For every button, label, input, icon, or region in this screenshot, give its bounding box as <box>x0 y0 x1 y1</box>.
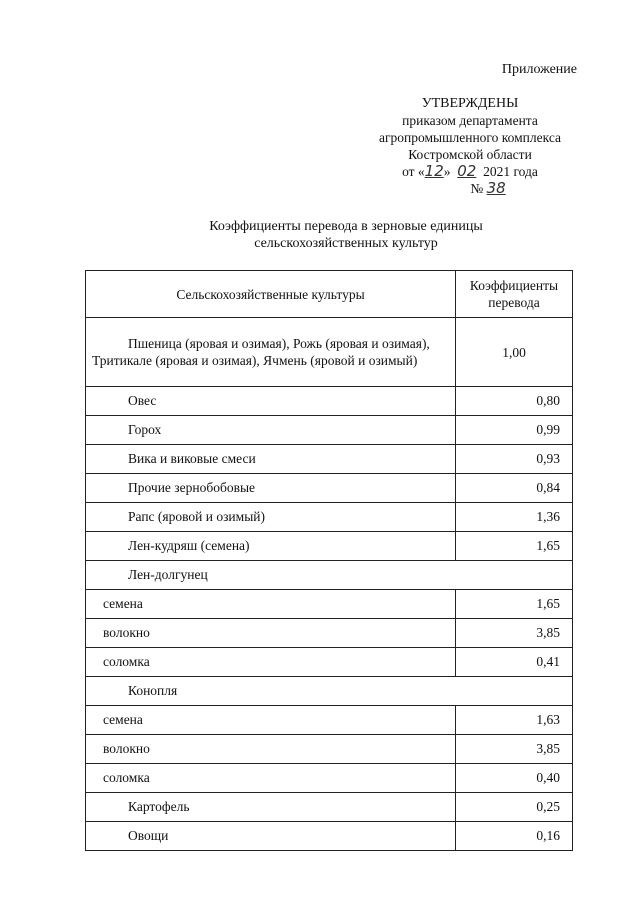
approval-block <box>300 95 640 197</box>
crop-name: Прочие зернобобовые <box>86 474 456 503</box>
table-row <box>86 416 573 445</box>
crop-name: Горох <box>86 416 456 445</box>
crop-name: Вика и виковые смеси <box>86 445 456 474</box>
document-title <box>0 218 640 252</box>
table-row <box>86 590 573 619</box>
title-line-1: Коэффициенты перевода в зерновые единицы <box>209 219 483 234</box>
crop-name: Лен-кудряш (семена) <box>86 532 456 561</box>
coef-value: 1,63 <box>456 706 573 735</box>
date-day: 12 <box>424 162 444 180</box>
crop-name: Картофель <box>86 793 456 822</box>
table-row <box>86 648 573 677</box>
coef-value: 1,65 <box>456 532 573 561</box>
table-group-row <box>86 561 573 590</box>
table-row <box>86 764 573 793</box>
table-row <box>86 706 573 735</box>
crop-name: Овес <box>86 387 456 416</box>
table-row <box>86 474 573 503</box>
table-row <box>86 735 573 764</box>
coef-value: 0,41 <box>456 648 573 677</box>
number-value: 38 <box>486 179 506 197</box>
header-crops: Сельскохозяйственные культуры <box>86 271 456 318</box>
date-year: 2021 года <box>483 164 538 179</box>
coef-value: 0,93 <box>456 445 573 474</box>
coef-value: 3,85 <box>456 735 573 764</box>
number-prefix: № <box>470 181 484 196</box>
date-month: 02 <box>457 162 477 180</box>
coef-value: 3,85 <box>456 619 573 648</box>
header-coef-line-1: Коэффициенты <box>469 278 559 293</box>
table-row <box>86 445 573 474</box>
crop-name: соломка <box>86 764 456 793</box>
table-group-row <box>86 677 573 706</box>
table-row <box>86 387 573 416</box>
table-row <box>86 822 573 851</box>
crop-name: Рапс (яровой и озимый) <box>86 503 456 532</box>
appendix-label: Приложение <box>501 62 577 77</box>
table-row <box>86 619 573 648</box>
coef-value: 1,65 <box>456 590 573 619</box>
header-coef-line-2: перевода <box>488 295 540 310</box>
order-line-3: Костромской области <box>408 147 532 162</box>
crop-name: Пшеница (яровая и озимая), Рожь (яровая и озимая), Тритикале (яровая и озимая), Ячмень (яровой и озимый) <box>86 318 456 387</box>
crop-name: семена <box>86 590 456 619</box>
order-line-2: агропромышленного комплекса <box>379 130 561 145</box>
coef-value: 0,25 <box>456 793 573 822</box>
crop-group-name: Конопля <box>86 677 573 706</box>
coefficients-table <box>85 270 573 851</box>
order-number <box>318 180 640 197</box>
table-row <box>86 793 573 822</box>
coef-value: 1,36 <box>456 503 573 532</box>
coef-value: 0,99 <box>456 416 573 445</box>
table-header-row <box>86 271 573 318</box>
date-mid: » <box>443 164 451 179</box>
table-row <box>86 318 573 387</box>
coef-value: 0,40 <box>456 764 573 793</box>
crop-name: семена <box>86 706 456 735</box>
coef-value: 0,80 <box>456 387 573 416</box>
coef-value: 0,84 <box>456 474 573 503</box>
order-line-1: приказом департамента <box>402 113 538 128</box>
date-prefix: от « <box>402 164 425 179</box>
crop-name: Овощи <box>86 822 456 851</box>
crop-group-name: Лен-долгунец <box>86 561 573 590</box>
order-date <box>300 163 640 180</box>
crop-name: соломка <box>86 648 456 677</box>
crop-name: волокно <box>86 735 456 764</box>
title-line-2: сельскохозяйственных культур <box>254 236 438 251</box>
table-row <box>86 532 573 561</box>
table-row <box>86 503 573 532</box>
approved-heading: УТВЕРЖДЕНЫ <box>421 96 519 111</box>
coef-value: 0,16 <box>456 822 573 851</box>
header-coefficients <box>456 271 573 318</box>
coef-value: 1,00 <box>456 318 573 387</box>
crop-name: волокно <box>86 619 456 648</box>
